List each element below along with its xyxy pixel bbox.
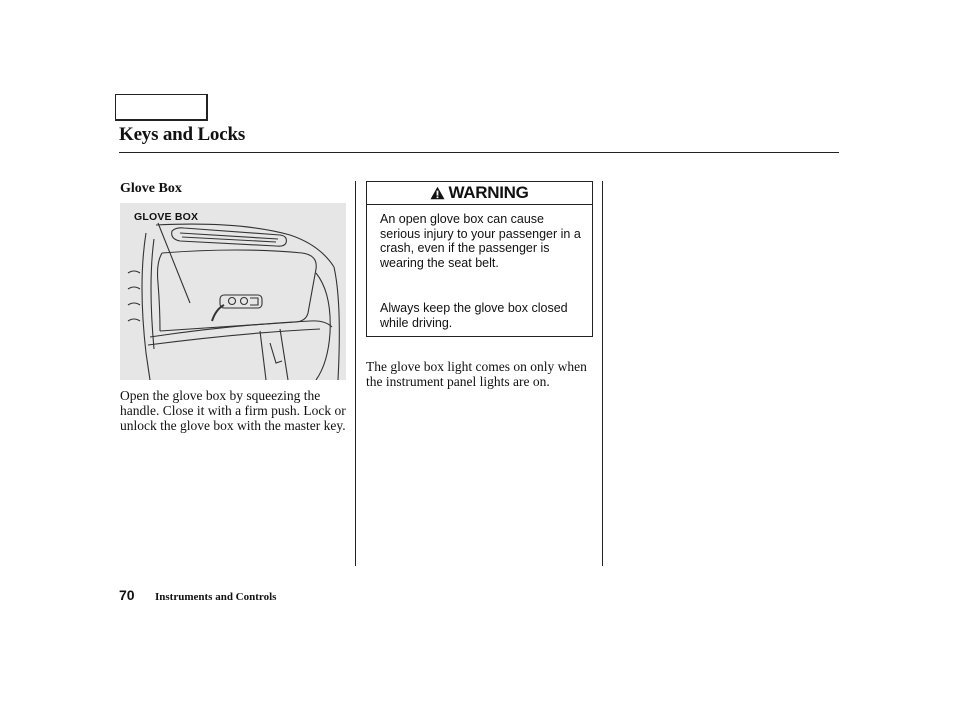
section-tab-box bbox=[115, 94, 208, 121]
page-number: 70 bbox=[119, 587, 135, 603]
warning-triangle-icon bbox=[430, 186, 445, 200]
footer-section-name: Instruments and Controls bbox=[155, 591, 277, 603]
warning-header bbox=[367, 182, 592, 205]
title-divider bbox=[119, 152, 839, 153]
warning-box bbox=[366, 181, 593, 337]
dashboard-drawing bbox=[120, 203, 346, 380]
glove-box-light-note: The glove box light comes on only when the instrument panel lights are on. bbox=[366, 359, 587, 389]
figure-label: GLOVE BOX bbox=[134, 211, 199, 223]
column-divider-right bbox=[602, 181, 603, 566]
warning-heading: WARNING bbox=[448, 183, 529, 202]
section-heading: Glove Box bbox=[120, 181, 182, 196]
warning-text-1: An open glove box can cause serious injury to your passenger in a crash, even if the passenger is wearing the seat belt. bbox=[380, 212, 581, 270]
glove-box-illustration bbox=[120, 203, 346, 380]
page-title: Keys and Locks bbox=[119, 124, 246, 145]
column-divider-left bbox=[355, 181, 356, 566]
warning-text-2: Always keep the glove box closed while driving. bbox=[380, 301, 568, 330]
glove-box-instructions: Open the glove box by squeezing the handle. Close it with a firm push. Lock or unlock the glove box with the master key. bbox=[120, 388, 346, 433]
